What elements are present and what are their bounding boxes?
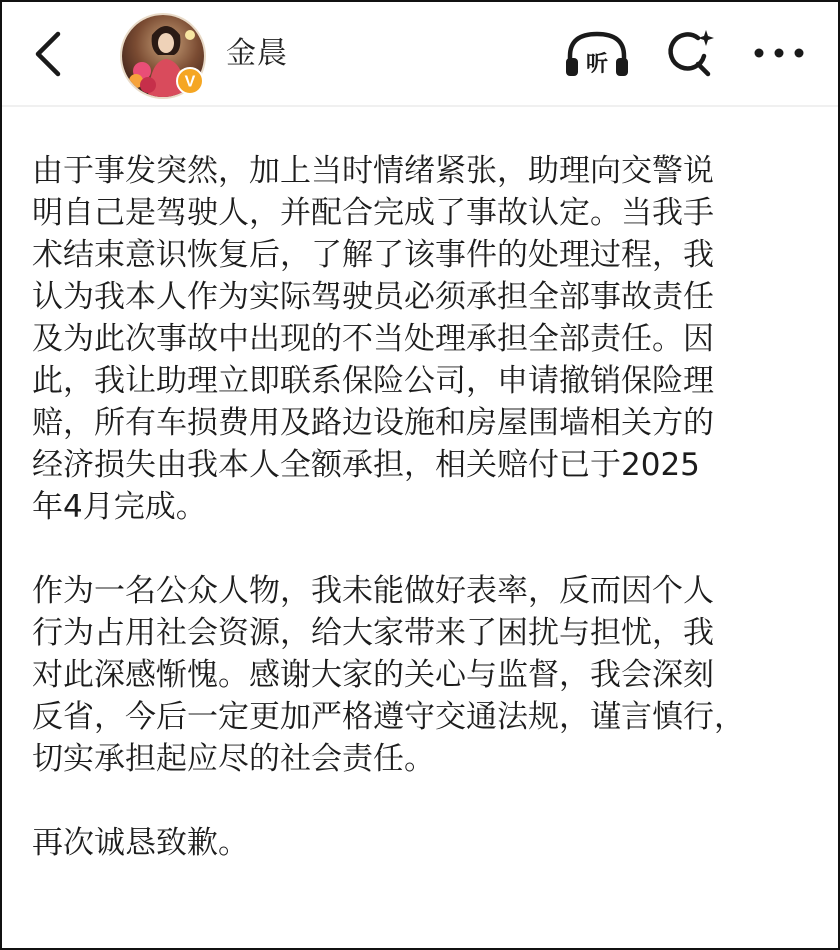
text-line: 术结束意识恢复后，了解了该事件的处理过程，我	[32, 237, 714, 273]
search-sparkle-icon	[662, 26, 718, 82]
paragraph	[32, 150, 822, 528]
text-line: 由于事发突然，加上当时情绪紧张，助理向交警说	[32, 153, 714, 189]
more-horizontal-icon	[750, 38, 808, 68]
search-button[interactable]	[662, 26, 718, 82]
back-button[interactable]	[28, 28, 72, 80]
more-options-button[interactable]	[750, 38, 808, 68]
text-line: 行为占用社会资源，给大家带来了困扰与担忧，我	[32, 615, 714, 651]
paragraph	[32, 822, 822, 864]
paragraph-spacer	[32, 780, 822, 822]
text-line: 及为此次事故中出现的不当处理承担全部责任。因	[32, 321, 714, 357]
text-line: 作为一名公众人物，我未能做好表率，反而因个人	[32, 573, 714, 609]
text-line: 反省，今后一定更加严格遵守交通法规，谨言慎行，	[32, 699, 745, 735]
chevron-left-icon	[28, 28, 72, 80]
text-line: 经济损失由我本人全额承担，相关赔付已于2025	[32, 447, 700, 483]
post-body	[32, 150, 822, 864]
paragraph	[32, 570, 822, 780]
text-line: 切实承担起应尽的社会责任。	[32, 741, 435, 777]
listen-button[interactable]	[562, 28, 632, 80]
text-line: 年4月完成。	[32, 489, 207, 525]
text-line: 赔，所有车损费用及路边设施和房屋围墙相关方的	[32, 405, 714, 441]
headphones-listen-icon	[562, 28, 632, 80]
username[interactable]: 金晨	[226, 36, 288, 71]
text-line: 此，我让助理立即联系保险公司，申请撤销保险理	[32, 363, 714, 399]
top-navigation-bar	[2, 2, 838, 107]
svg-text:听: 听	[585, 52, 609, 77]
paragraph-spacer	[32, 528, 822, 570]
svg-text:V: V	[184, 73, 196, 91]
avatar[interactable]	[120, 13, 206, 99]
verified-badge-icon	[176, 67, 204, 95]
text-line: 认为我本人作为实际驾驶员必须承担全部事故责任	[32, 279, 714, 315]
text-line: 明自己是驾驶人，并配合完成了事故认定。当我手	[32, 195, 714, 231]
text-line: 再次诚恳致歉。	[32, 825, 249, 861]
text-line: 对此深感惭愧。感谢大家的关心与监督，我会深刻	[32, 657, 714, 693]
